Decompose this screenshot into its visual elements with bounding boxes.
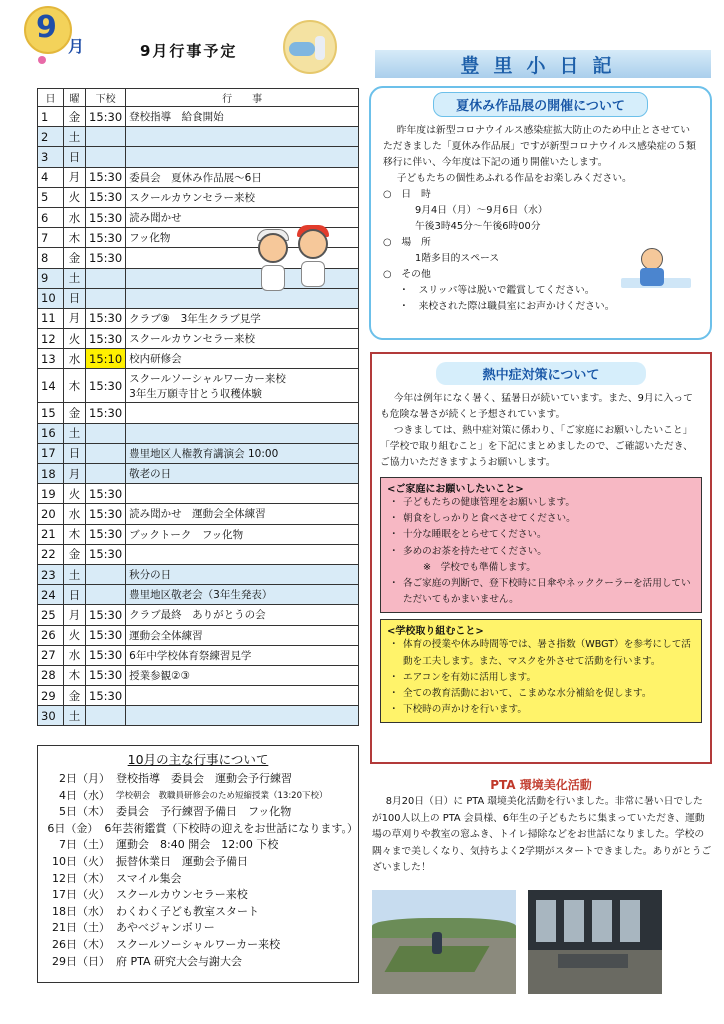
exhibit-paragraph-2: 子どもたちの個性あふれる作品をお楽しみください。: [396, 173, 632, 184]
table-row: [38, 564, 359, 584]
event-text: クラブ⑨ 3年生クラブ見学: [129, 312, 261, 325]
cell-time: [86, 564, 126, 584]
cell-time: 15:30: [86, 329, 126, 349]
table-row: [38, 484, 359, 504]
event-date: 17日（火）: [52, 888, 110, 902]
cell-time: 15:30: [86, 248, 126, 268]
table-row: [38, 464, 359, 484]
cell-event: [126, 564, 359, 584]
cell-day: 2: [38, 127, 64, 147]
table-row: [38, 369, 359, 403]
table-row: [38, 147, 359, 167]
cell-dow: 木: [64, 524, 86, 544]
exhibit-paragraph-1: 昨年度は新型コロナウイルス感染症拡大防止のため中止とさせていただきました「夏休み作品展」ですが新型コロナウイルス感染症の５類移行に伴い、今年度は下記の通り開催いたします。: [383, 125, 696, 168]
cell-day: 21: [38, 524, 64, 544]
schedule-table: [37, 88, 359, 726]
cell-time: 15:30: [86, 228, 126, 248]
cell-time: 15:30: [86, 207, 126, 227]
event-text: わくわく子ども教室スタート: [116, 904, 259, 918]
event-date: 18日（水）: [52, 904, 110, 918]
autumn-badge-icon: [283, 20, 337, 74]
cell-time: [86, 706, 126, 726]
cell-day: 1: [38, 107, 64, 127]
cell-dow: 月: [64, 308, 86, 328]
child-face-icon: [298, 229, 328, 259]
cell-dow: 土: [64, 423, 86, 443]
cell-day: 17: [38, 443, 64, 463]
event-text: 登校指導 給食開始: [129, 111, 224, 124]
table-row: [38, 443, 359, 463]
home-requests-title: <ご家庭にお願いしたいこと>: [387, 484, 524, 495]
heatstroke-title: 熱中症対策について: [436, 362, 646, 385]
cell-dow: 日: [64, 147, 86, 167]
table-row: [38, 544, 359, 564]
heatstroke-paragraph-2: つきましては、熱中症対策に係わり、「ご家庭にお願いしたいこと」「学校で取り組むこと」を下記にまとめましたので、ご確認いただき、ご協力いただきますようお願いします。: [380, 425, 693, 468]
cell-time: 15:30: [86, 187, 126, 207]
cell-day: 25: [38, 605, 64, 625]
cell-dow: 日: [64, 443, 86, 463]
cell-event: [126, 645, 359, 665]
child-body-icon: [261, 265, 285, 291]
schedule-body: [38, 107, 359, 726]
cell-day: 24: [38, 585, 64, 605]
home-requests-box: [380, 477, 702, 613]
schedule-header: [38, 89, 359, 107]
cell-dow: 火: [64, 625, 86, 645]
bullet: ・: [389, 545, 399, 557]
cell-time: 15:30: [86, 524, 126, 544]
cell-dow: 月: [64, 464, 86, 484]
exhibit-place-label: ○ 場 所: [383, 237, 431, 248]
table-row: [38, 706, 359, 726]
cell-time: [86, 423, 126, 443]
cell-day: 16: [38, 423, 64, 443]
cell-event: [126, 605, 359, 625]
event-text: 3年生万願寺甘とう収穫体験: [129, 387, 262, 400]
bullet: ・: [389, 578, 399, 590]
event-text: スマイル集会: [116, 871, 182, 885]
cell-day: 12: [38, 329, 64, 349]
event-date: 2日（月）: [59, 772, 110, 785]
list-item: [38, 837, 358, 854]
cell-time: [86, 464, 126, 484]
cell-dow: 金: [64, 248, 86, 268]
bullet: ・: [389, 513, 399, 525]
cell-time: [86, 268, 126, 288]
event-text: 読み聞かせ: [129, 212, 182, 225]
list-item: ・ 十分な睡眠をとらせてください。: [387, 527, 695, 543]
cell-day: 3: [38, 147, 64, 167]
cell-event: [126, 107, 359, 127]
bullet: ・: [389, 639, 399, 651]
cell-event: [126, 127, 359, 147]
event-text: 委員会 夏休み作品展～6日: [129, 171, 262, 184]
list-item: [38, 821, 358, 838]
october-list: [38, 771, 358, 970]
event-text: 読み聞かせ 運動会全体練習: [129, 508, 266, 521]
cell-dow: 土: [64, 268, 86, 288]
person-icon: [432, 932, 442, 954]
bullet: ・: [389, 688, 399, 700]
cell-event: [126, 665, 359, 685]
event-text: 運動会全体練習: [129, 629, 203, 642]
cell-day: 7: [38, 228, 64, 248]
child-face-icon: [258, 233, 288, 263]
table-row: [38, 605, 359, 625]
cell-event: [126, 443, 359, 463]
event-text: スクールソーシャルワーカー来校: [116, 937, 281, 951]
cell-day: 14: [38, 369, 64, 403]
table-row: [38, 127, 359, 147]
list-item: ・ 全ての教育活動において、こまめな水分補給を促します。: [387, 686, 695, 702]
cell-day: 23: [38, 564, 64, 584]
cell-day: 9: [38, 268, 64, 288]
list-item: ・ エアコンを有効に活用します。: [387, 670, 695, 686]
event-text: 敬老の日: [129, 468, 172, 481]
schedule-title: 9月行事予定: [140, 42, 238, 60]
cell-time: 15:30: [86, 369, 126, 403]
col-dow: 曜: [64, 89, 86, 107]
table-row: [38, 187, 359, 207]
event-text: 豊里地区人権教育講演会 10:00: [129, 447, 279, 460]
table-row: [38, 423, 359, 443]
cloud-icon: [289, 42, 315, 56]
cell-time: [86, 288, 126, 308]
cell-time: 15:30: [86, 665, 126, 685]
cell-time: 15:30: [86, 625, 126, 645]
cell-time: 15:30: [86, 403, 126, 423]
cell-time: [86, 147, 126, 167]
child-icon: [315, 36, 325, 60]
event-date: 7日（土）: [59, 838, 110, 852]
cell-time: 15:30: [86, 107, 126, 127]
exhibit-other-label: ○ その他: [383, 269, 431, 280]
cell-event: [126, 403, 359, 423]
photo-grounds-cleanup: [372, 890, 516, 994]
cell-day: 8: [38, 248, 64, 268]
cell-dow: 土: [64, 127, 86, 147]
event-text: クラブ最終 ありがとうの会: [129, 609, 266, 622]
cell-event: [126, 544, 359, 564]
october-events-box: [37, 745, 359, 983]
cell-event: [126, 167, 359, 187]
table-row: [38, 625, 359, 645]
cell-day: 27: [38, 645, 64, 665]
event-date: 5日（木）: [59, 805, 110, 819]
event-date: 10日（火）: [52, 854, 110, 868]
event-text: スクールカウンセラー来校: [129, 191, 255, 204]
list-item: [38, 804, 358, 821]
cell-time: 15:30: [86, 504, 126, 524]
cell-time: [86, 127, 126, 147]
cell-event: [126, 686, 359, 706]
list-item: ・ 体育の授業や休み時間等では、暑さ指数（WBGT）を参考にして活動を工夫します。また、マスクを外させて活動を行います。: [389, 639, 691, 667]
child-body-icon: [301, 261, 325, 287]
cell-dow: 水: [64, 645, 86, 665]
pta-paragraph: 8月20日（日）に PTA 環境美化活動を行いました。非常に暑い日でしたが100人以上の PTA 会員様、6年生の子どもたちに集まっていただき、運動場の草刈りや教室の窓ふき、トイレ掃除などをお世話になりました。学校の隅々まで美しくなり、気持ちよく2学期がスタートできました。ありがとうございました！: [372, 796, 712, 873]
cell-day: 20: [38, 504, 64, 524]
cell-dow: 金: [64, 403, 86, 423]
cell-dow: 日: [64, 585, 86, 605]
event-text: フッ化物: [129, 232, 171, 245]
cell-dow: 水: [64, 504, 86, 524]
school-actions-box: [380, 619, 702, 723]
exhibit-other-2: ・ 来校された際は職員室にお声かけください。: [399, 301, 615, 312]
cell-dow: 日: [64, 288, 86, 308]
event-text: スクールカウンセラー来校: [116, 888, 248, 902]
cell-event: [126, 349, 359, 369]
october-title: 10月の主な行事について: [127, 752, 269, 767]
cell-day: 30: [38, 706, 64, 726]
pta-title: PTA 環境美化活動: [490, 778, 592, 792]
cell-day: 18: [38, 464, 64, 484]
event-text: ブックトーク フッ化物: [129, 528, 244, 541]
cell-dow: 火: [64, 484, 86, 504]
table-row: [38, 349, 359, 369]
cell-dow: 土: [64, 564, 86, 584]
cell-day: 15: [38, 403, 64, 423]
event-date: 29日（日）: [52, 954, 110, 968]
event-text: スクールカウンセラー来校: [129, 333, 255, 346]
col-time: 下校: [86, 89, 126, 107]
table-icon: [558, 954, 628, 968]
cell-dow: 月: [64, 605, 86, 625]
cell-time: 15:30: [86, 167, 126, 187]
table-row: [38, 645, 359, 665]
heatstroke-paragraph-1: 今年は例年になく暑く、猛暑日が続いています。また、9月に入っても危険な暑さが続くと予想されています。: [380, 393, 693, 420]
cell-event: [126, 504, 359, 524]
table-row: [38, 686, 359, 706]
event-text: 校内研修会: [129, 353, 182, 366]
cell-event: [126, 308, 359, 328]
event-text: 振替休業日 運動会予備日: [116, 854, 248, 868]
event-text: 登校指導 委員会 運動会予行練習: [116, 772, 292, 785]
exhibit-date-value: 9月4日（月）～9月6日（水）: [415, 205, 548, 216]
cell-time: 15:30: [86, 544, 126, 564]
event-text: スクールソーシャルワーカー来校: [129, 372, 286, 385]
event-text: 運動会 8:40 開会 12:00 下校: [116, 838, 279, 852]
flower-icon: [38, 56, 46, 64]
bullet: ・: [389, 529, 399, 541]
event-text: 授業参観②③: [129, 669, 190, 682]
col-event: 行 事: [126, 89, 359, 107]
cell-time: [86, 585, 126, 605]
table-row: [38, 308, 359, 328]
cell-day: 29: [38, 686, 64, 706]
cell-day: 10: [38, 288, 64, 308]
cell-day: 6: [38, 207, 64, 227]
cell-day: 19: [38, 484, 64, 504]
newsletter-banner: [375, 50, 711, 78]
event-text: 学校朝会 教職員研修会のため短縮授業（13:20下校）: [116, 790, 328, 801]
cell-event: [126, 464, 359, 484]
cell-day: 26: [38, 625, 64, 645]
event-date: 21日（土）: [52, 921, 110, 935]
list-item: ・ 各ご家庭の判断で、登下校時に日傘やネッククーラーを活用していただいてもかまいません。: [389, 578, 691, 606]
cell-event: [126, 706, 359, 726]
event-text: あやべジャンボリー: [116, 921, 215, 935]
cell-event: [126, 625, 359, 645]
cell-dow: 金: [64, 686, 86, 706]
cell-event: [126, 585, 359, 605]
list-item: [38, 887, 358, 904]
col-day: 日: [38, 89, 64, 107]
school-actions-title: <学校取り組むこと>: [387, 626, 484, 638]
bullet: ・: [389, 497, 399, 508]
list-item: ・ 多めのお茶を持たせてください。: [387, 544, 695, 560]
cell-event: [126, 423, 359, 443]
cell-day: 4: [38, 167, 64, 187]
exhibit-date-label: ○ 日 時: [383, 189, 431, 200]
event-text: 6年中学校体育祭練習見学: [129, 649, 252, 662]
cell-day: 5: [38, 187, 64, 207]
cell-time: 15:30: [86, 484, 126, 504]
child-drawing-illustration: [621, 248, 691, 290]
cell-dow: 水: [64, 207, 86, 227]
cell-dow: 月: [64, 167, 86, 187]
photo-classroom-cleanup: [528, 890, 662, 994]
event-date: 12日（木）: [52, 871, 110, 885]
list-item: ・ 子どもたちの健康管理をお願いします。: [387, 495, 695, 511]
exhibit-time-value: 午後3時45分～午後6時00分: [415, 221, 541, 232]
cell-time: 15:30: [86, 308, 126, 328]
event-date: 26日（木）: [52, 937, 110, 951]
month-char: 月: [68, 37, 85, 56]
table-row: [38, 504, 359, 524]
cell-time: 15:30: [86, 686, 126, 706]
cell-dow: 木: [64, 665, 86, 685]
cell-day: 11: [38, 308, 64, 328]
cell-time: [86, 443, 126, 463]
event-text: 委員会 予行練習予備日 フッ化物: [116, 805, 292, 819]
exhibit-other-1: ・ スリッパ等は脱いで鑑賞してください。: [399, 285, 595, 296]
event-text: 6年芸術鑑賞（下校時の迎えをお世話になります。）: [104, 821, 358, 835]
cell-event: [126, 524, 359, 544]
cell-dow: 火: [64, 187, 86, 207]
heatstroke-box: [370, 352, 712, 764]
home-requests-list: [387, 495, 695, 608]
list-item: [38, 771, 358, 788]
newsletter-title: 豊里小日記: [460, 55, 626, 77]
cell-day: 22: [38, 544, 64, 564]
list-item: [38, 904, 358, 921]
event-text: 府 PTA 研究大会与謝大会: [116, 954, 243, 968]
school-actions-list: [387, 637, 695, 718]
cell-time: 15:10: [86, 349, 126, 369]
list-item: [38, 871, 358, 888]
cell-dow: 木: [64, 228, 86, 248]
event-date: 4日（水）: [59, 788, 110, 802]
cell-dow: 水: [64, 349, 86, 369]
cell-dow: 火: [64, 329, 86, 349]
cell-dow: 金: [64, 107, 86, 127]
event-date: 6日（金）: [47, 821, 99, 835]
cell-day: 13: [38, 349, 64, 369]
list-item: [38, 937, 358, 954]
list-item: [38, 788, 358, 805]
bullet: ・: [389, 704, 399, 716]
cell-dow: 木: [64, 369, 86, 403]
table-row: [38, 167, 359, 187]
cell-time: 15:30: [86, 645, 126, 665]
event-text: 豊里地区敬老会（3年生発表）: [129, 589, 273, 602]
list-item: ・ 下校時の声かけを行います。: [387, 702, 695, 718]
cell-event: [126, 484, 359, 504]
table-row: [38, 403, 359, 423]
bullet: ・: [389, 671, 399, 683]
running-kids-illustration: [238, 225, 342, 297]
cell-event: [126, 147, 359, 167]
cell-event: [126, 369, 359, 403]
list-item: [38, 854, 358, 871]
list-item: ・ 朝食をしっかりと食べさせてください。: [387, 511, 695, 527]
exhibit-place-value: 1階多目的スペース: [415, 253, 500, 264]
cell-dow: 土: [64, 706, 86, 726]
list-item: [38, 954, 358, 971]
pta-body: [372, 794, 712, 877]
exhibit-title: 夏休み作品展の開催について: [433, 92, 648, 117]
child-face-icon: [641, 248, 663, 270]
event-text: 秋分の日: [129, 569, 172, 582]
table-row: [38, 524, 359, 544]
table-row: [38, 107, 359, 127]
cell-event: [126, 187, 359, 207]
table-row: [38, 329, 359, 349]
month-number: 9: [36, 10, 57, 45]
cell-event: [126, 329, 359, 349]
list-note: ※ 学校でも準備します。: [423, 561, 536, 573]
list-item: [38, 920, 358, 937]
cell-time: 15:30: [86, 605, 126, 625]
table-row: [38, 665, 359, 685]
table-row: [38, 585, 359, 605]
child-body-icon: [640, 268, 664, 286]
month-badge: [20, 4, 88, 64]
cell-dow: 金: [64, 544, 86, 564]
cell-day: 28: [38, 665, 64, 685]
exhibit-box: [369, 86, 712, 340]
